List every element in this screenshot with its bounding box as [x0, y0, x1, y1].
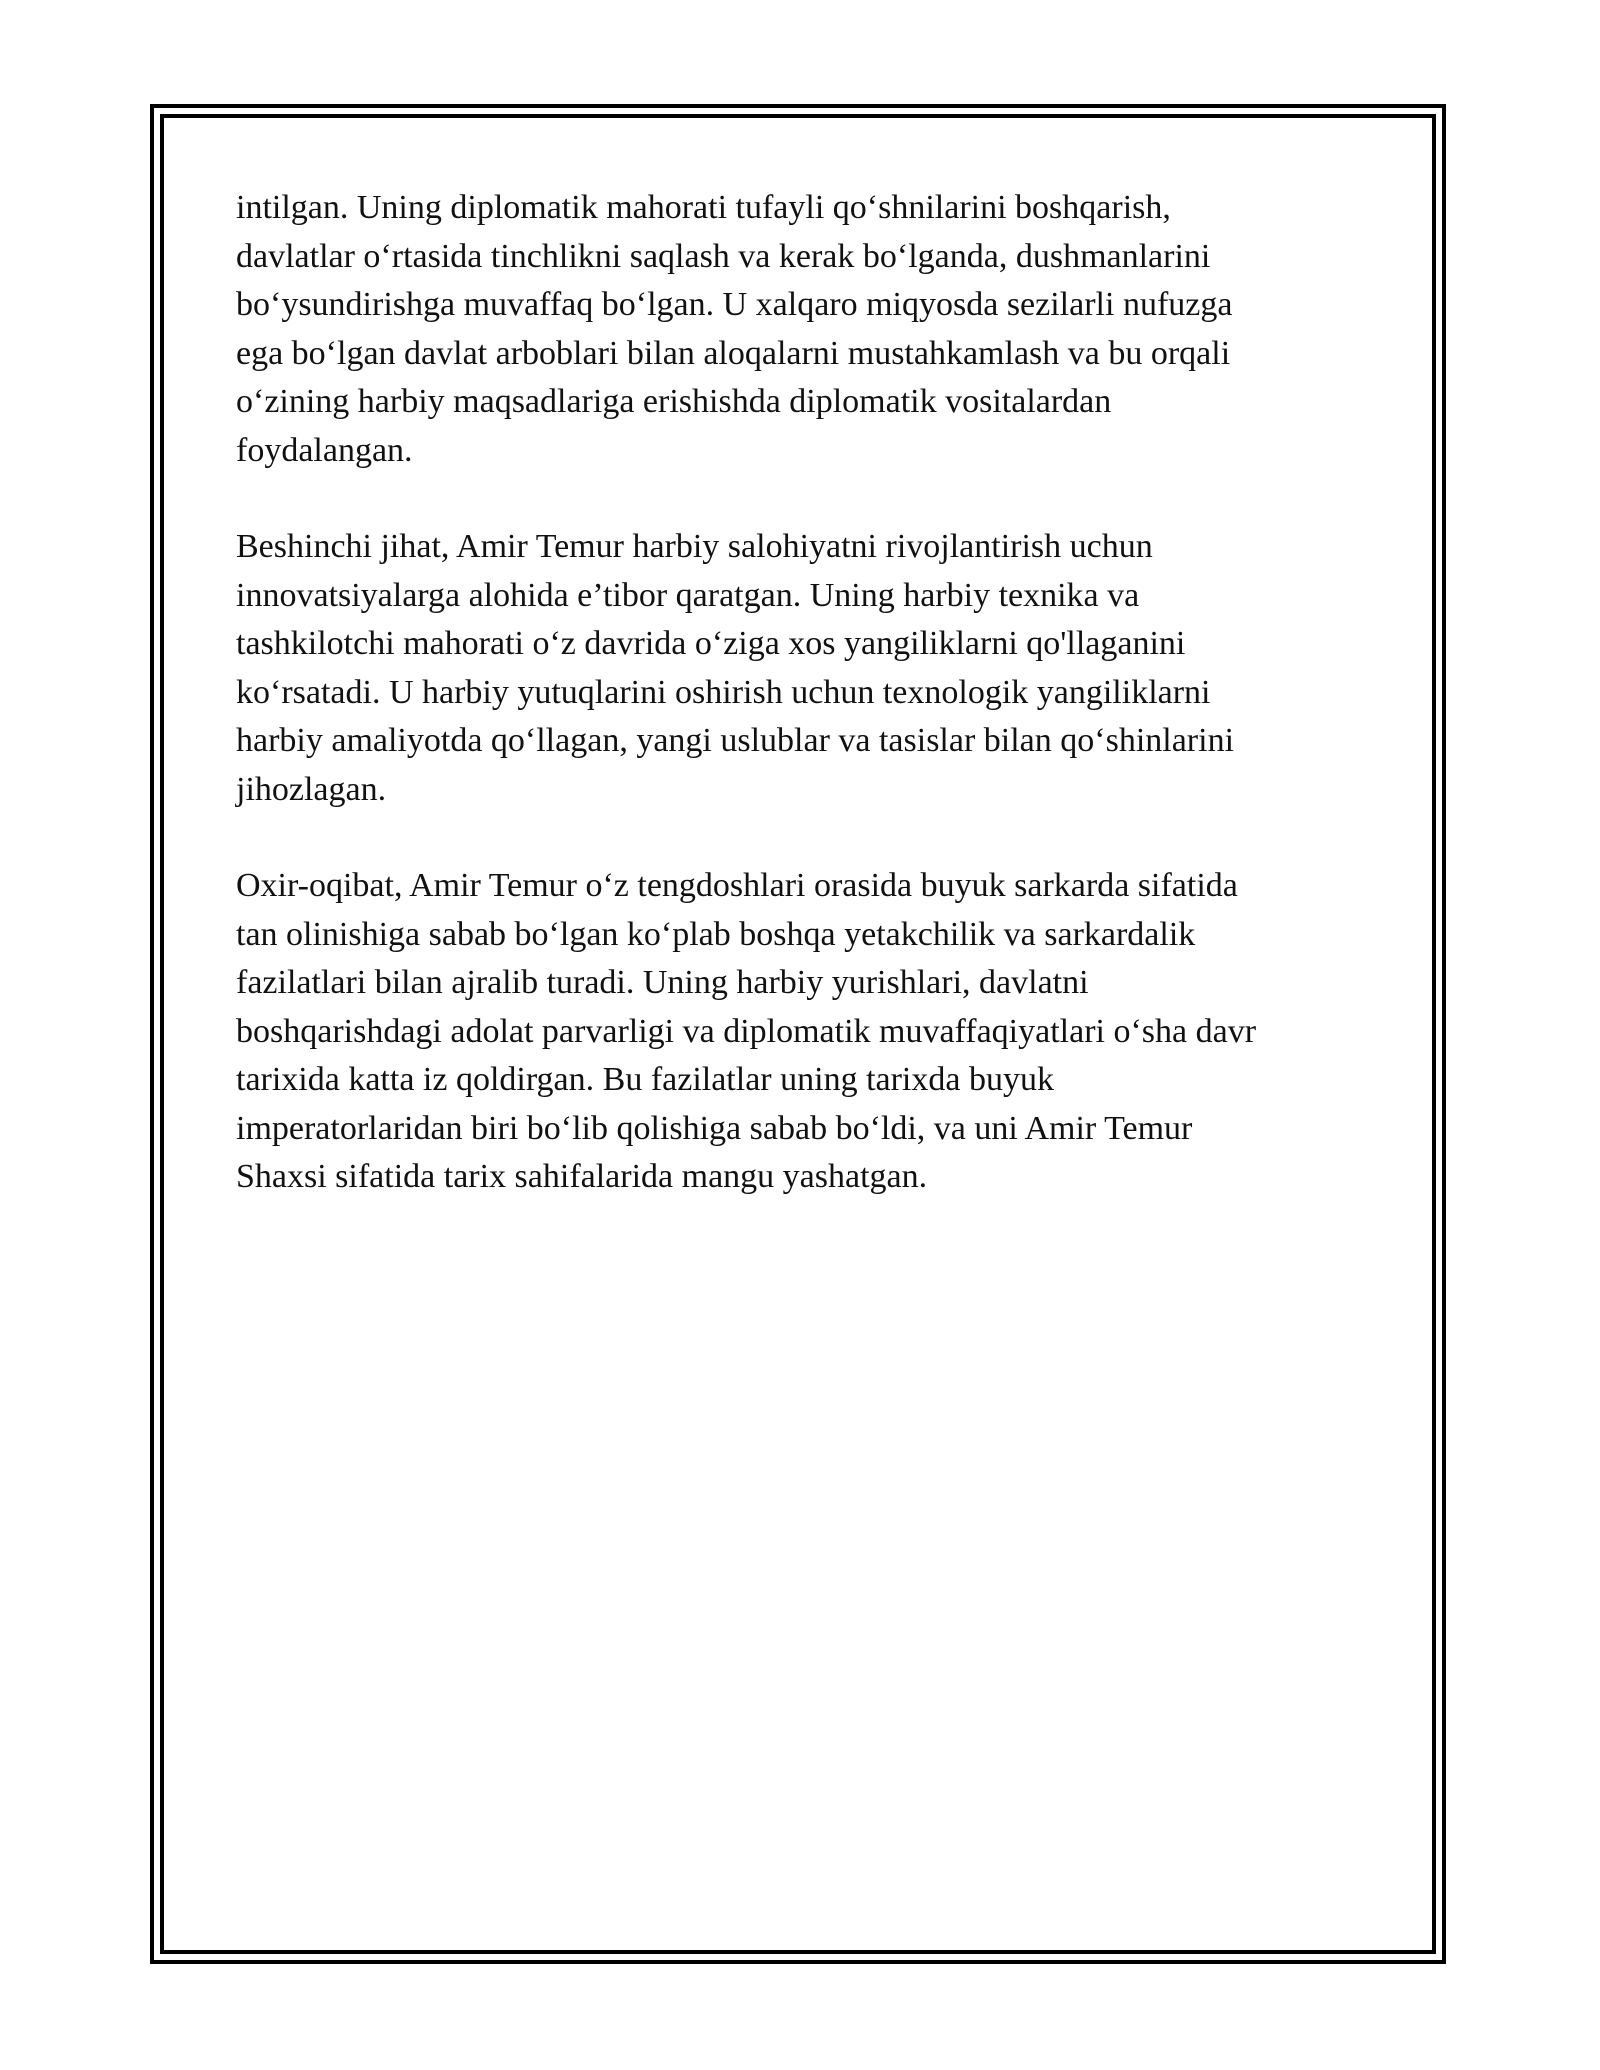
text-line: imperatorlaridan biri bo‘lib qolishiga sabab bo‘ldi, va uni Amir Temur [236, 1109, 1193, 1147]
text-line: tarixida katta iz qoldirgan. Bu fazilatlar uning tarixda buyuk [236, 1061, 1054, 1098]
text-line: davlatlar o‘rtasida tinchlikni saqlash va kerak bo‘lganda, dushmanlarini [236, 237, 1211, 275]
text-line: Shaxsi sifatida tarix sahifalarida mangu yashatgan. [236, 1158, 928, 1195]
text-line: tan olinishiga sabab bo‘lgan ko‘plab boshqa yetakchilik va sarkardalik [236, 915, 1196, 953]
text-line: boshqarishdagi adolat parvarligi va diplomatik muvaffaqiyatlari o‘sha davr [236, 1012, 1257, 1050]
paragraph-diplomacy [236, 184, 1356, 475]
text-line: jihozlagan. [236, 770, 387, 808]
text-line: Beshinchi jihat, Amir Temur harbiy salohiyatni rivojlantirish uchun [236, 528, 1153, 565]
document-body [236, 184, 1356, 1250]
text-line: ko‘rsatadi. U harbiy yutuqlarini oshirish uchun texnologik yangiliklarni [236, 673, 1211, 711]
paragraph-innovation [236, 523, 1356, 814]
text-line: innovatsiyalarga alohida e’tibor qaratgan. Uning harbiy texnika va [236, 576, 1140, 614]
text-line: Oxir-oqibat, Amir Temur o‘z tengdoshlari orasida buyuk sarkarda sifatida [236, 867, 1238, 904]
text-line: foydalangan. [236, 431, 413, 469]
paragraph-conclusion [236, 862, 1356, 1202]
text-line: intilgan. Uning diplomatik mahorati tufayli qo‘shnilarini boshqarish, [236, 189, 1171, 226]
text-line: ega bo‘lgan davlat arboblari bilan aloqalarni mustahkamlash va bu orqali [236, 334, 1231, 372]
text-line: bo‘ysundirishga muvaffaq bo‘lgan. U xalqaro miqyosda sezilarli nufuzga [236, 286, 1233, 323]
text-line: harbiy amaliyotda qo‘llagan, yangi uslublar va tasislar bilan qo‘shinlarini [236, 722, 1235, 759]
text-line: o‘zining harbiy maqsadlariga erishishda diplomatik vositalardan [236, 383, 1112, 420]
text-line: tashkilotchi mahorati o‘z davrida o‘ziga xos yangiliklarni qo'llaganini [236, 625, 1186, 662]
text-line: fazilatlari bilan ajralib turadi. Uning harbiy yurishlari, davlatni [236, 964, 1089, 1001]
